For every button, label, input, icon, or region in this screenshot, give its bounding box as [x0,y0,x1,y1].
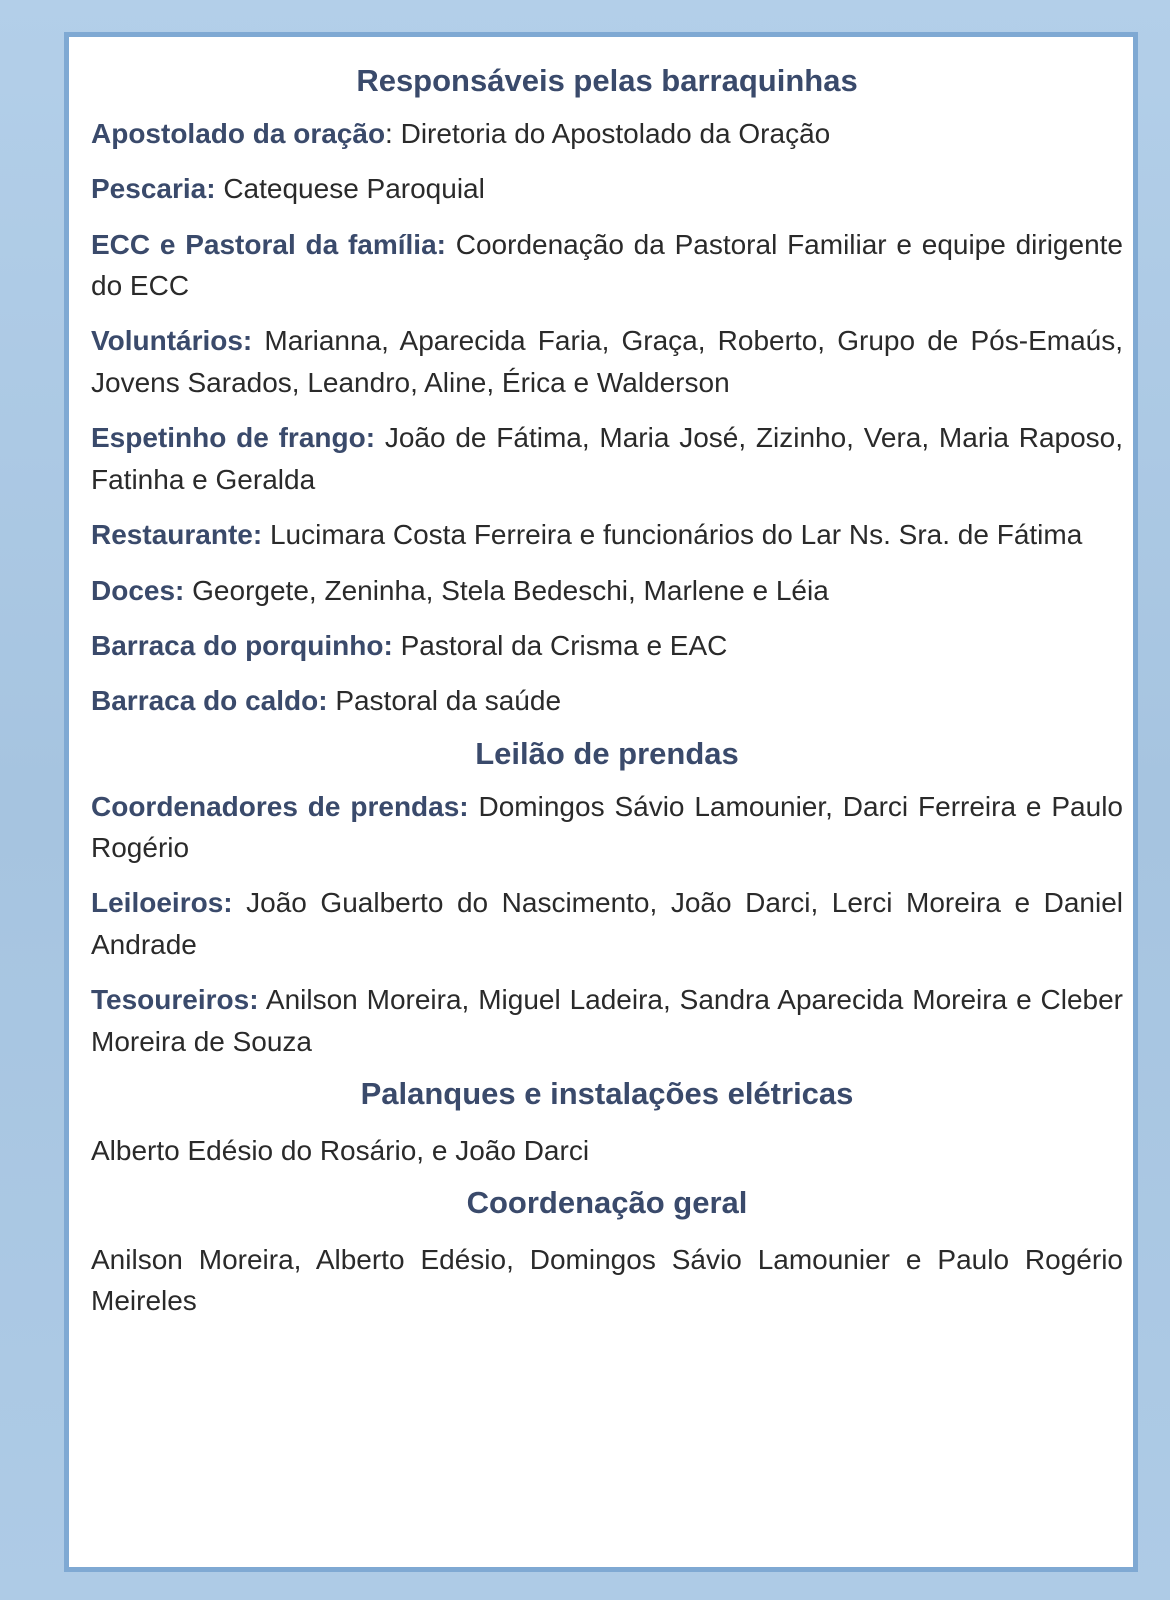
entry-separator [393,630,401,661]
entry-restaurante [91,514,1123,555]
entry-label: Restaurante: [91,519,263,551]
entry-label: Pescaria: [91,173,216,205]
entry-ecc [91,224,1123,307]
entry-separator [469,791,479,822]
entry-pescaria [91,168,1123,209]
entry-text: Marianna, Aparecida Faria, Graça, Roberto, Grupo de Pós-Emaús, Jovens Sarados, Leandro, Aline, Érica e Walderson [91,325,1123,398]
flyer-card [64,32,1138,1572]
entry-text: Diretoria do Apostolado da Oração [400,117,831,149]
entry-label: Doces: [91,574,185,606]
entry-label: Espetinho de frango: [91,422,376,454]
section-title-coordenacao: Coordenação geral [466,1185,748,1221]
entry-text: Pastoral da Crisma e EAC [400,630,728,662]
entry-text: Pastoral da saúde [335,685,562,717]
entry-text: Georgete, Zeninha, Stela Bedeschi, Marlene e Léia [192,574,829,606]
entry-label: Tesoureiros: [91,984,259,1016]
entry-tesoureiros [91,979,1123,1062]
entry-espetinho [91,417,1123,500]
entry-text: Catequese Paroquial [223,173,485,205]
entry-label: Coordenadores de prendas: [91,790,469,822]
entry-text: Coordenação da Pastoral Familiar e equipe dirigente do ECC [91,228,1124,301]
entry-apostolado [91,113,1123,154]
entry-separator [184,575,192,606]
entry-separator [233,887,247,918]
entry-leiloeiros [91,882,1123,965]
entry-text: João Gualberto do Nascimento, João Darci, Lerci Moreira e Daniel Andrade [91,887,1123,960]
entry-label: ECC e Pastoral da família: [91,228,446,260]
entry-text: Domingos Sávio Lamounier, Darci Ferreira e Paulo Rogério [91,790,1123,863]
section-title-leilao: Leilão de prendas [475,735,739,771]
entry-coordenadores-prendas [91,786,1123,869]
coordenacao-text: Anilson Moreira, Alberto Edésio, Domingos Sávio Lamounier e Paulo Rogério Meireles [91,1243,1123,1317]
entry-label: Apostolado da oração [91,117,386,149]
entry-separator [259,984,266,1015]
entry-text: João de Fátima, Maria José, Zizinho, Vera, Maria Raposo, Fatinha e Geralda [91,422,1124,495]
palanques-text: Alberto Edésio do Rosário, e João Darci [91,1134,590,1166]
entry-label: Voluntários: [91,325,253,357]
entry-text: Anilson Moreira, Miguel Ladeira, Sandra Aparecida Moreira e Cleber Moreira de Souza [91,984,1124,1057]
entry-caldo [91,680,1123,721]
entry-porquinho [91,625,1123,666]
entry-label: Barraca do caldo: [91,685,328,717]
entry-separator: : [385,117,401,149]
entry-separator [375,422,385,453]
entry-text: Lucimara Costa Ferreira e funcionários do Lar Ns. Sra. de Fátima [269,519,1083,551]
entry-separator [262,519,270,550]
entry-voluntarios [91,320,1123,403]
entry-separator [446,229,456,260]
entry-label: Barraca do porquinho: [91,630,393,662]
section-title-palanques: Palanques e instalações elétricas [360,1076,854,1112]
entry-label: Leiloeiros: [91,887,233,919]
entry-doces [91,570,1123,611]
section-title-barraquinhas: Responsáveis pelas barraquinhas [356,63,858,98]
entry-separator [252,325,264,356]
